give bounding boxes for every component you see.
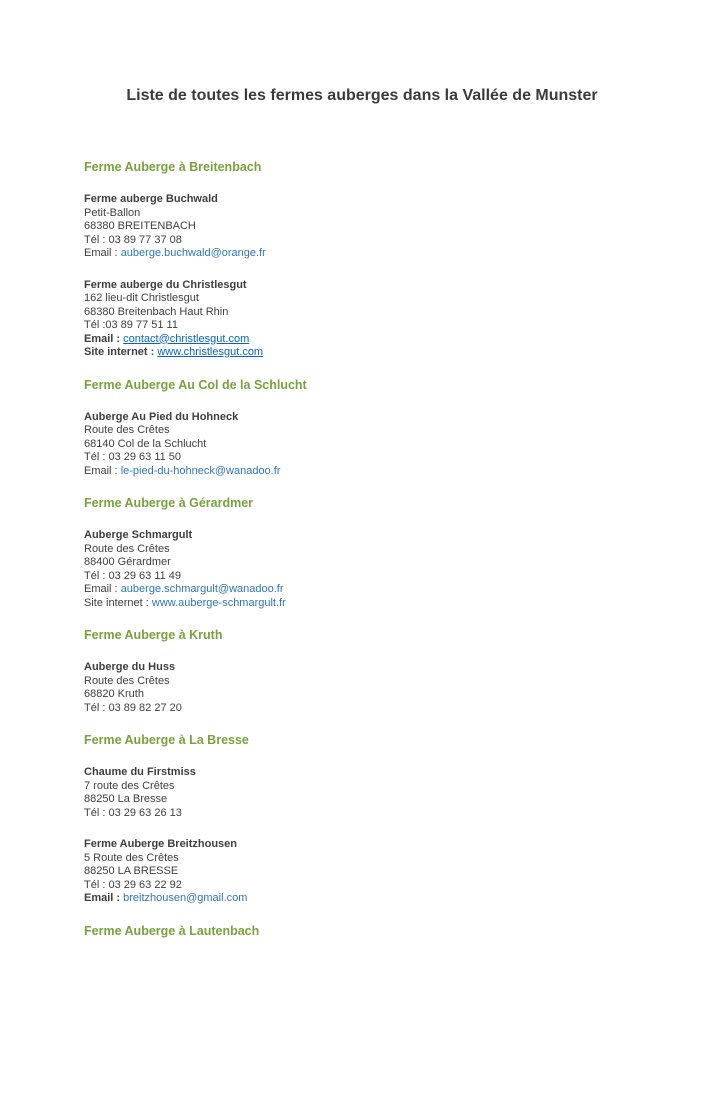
section-heading: Ferme Auberge Au Col de la Schlucht: [84, 377, 307, 392]
entry-line: 88400 Gérardmer: [84, 556, 171, 568]
entry-line: [84, 333, 640, 347]
entry-line: Tél : 03 89 82 27 20: [84, 701, 182, 714]
section-heading: Ferme Auberge à Lautenbach: [84, 923, 260, 938]
entry: [84, 193, 640, 261]
section: [84, 378, 640, 479]
entry-name: Ferme auberge du Christlesgut: [84, 278, 247, 291]
section-heading: Ferme Auberge à La Bresse: [84, 733, 249, 747]
entry-line: [84, 465, 640, 479]
entry-line: Petit-Ballon: [84, 206, 141, 219]
entry: [84, 766, 640, 820]
contact-label: Site internet :: [84, 596, 152, 609]
entry-line: Tél :03 89 77 51 11: [84, 319, 178, 331]
entry: [84, 411, 640, 479]
contact-label: Email :: [84, 464, 121, 477]
entry-line: 68140 Col de la Schlucht: [84, 437, 207, 450]
entry-line: Route des Crêtes: [84, 674, 170, 687]
entry: [84, 529, 640, 610]
email-link[interactable]: breitzhousen@gmail.com: [123, 892, 248, 904]
section: [84, 628, 640, 715]
section: [84, 496, 640, 610]
entry-line: [84, 247, 640, 261]
entry-line: Tél : 03 89 77 37 08: [84, 233, 182, 246]
entry-line: 7 route des Crêtes: [84, 779, 175, 792]
contact-label: Email :: [84, 583, 121, 595]
entry: [84, 838, 640, 906]
contact-label: Email :: [84, 332, 124, 345]
website-link[interactable]: www.christlesgut.com: [157, 346, 264, 358]
contact-label: Email :: [84, 892, 124, 904]
website-link[interactable]: www.auberge-schmargult.fr: [151, 596, 286, 609]
section-heading: Ferme Auberge à Breitenbach: [84, 160, 262, 174]
email-link[interactable]: auberge.schmargult@wanadoo.fr: [120, 583, 284, 595]
entry-name: Auberge Schmargult: [84, 529, 193, 541]
entry-line: Tél : 03 29 63 26 13: [84, 806, 182, 819]
entry-line: Tél : 03 29 63 11 49: [84, 569, 182, 582]
entry-line: [84, 597, 640, 611]
entry-line: 68380 BREITENBACH: [84, 220, 196, 232]
section: [84, 924, 640, 939]
email-link[interactable]: auberge.buchwald@orange.fr: [120, 247, 266, 259]
document-page: [0, 86, 724, 1110]
section: [84, 160, 640, 360]
entry-name: Chaume du Firstmiss: [84, 766, 196, 778]
sections-container: [84, 160, 640, 939]
section-heading: Ferme Auberge à Gérardmer: [84, 496, 254, 510]
email-link[interactable]: le-pied-du-hohneck@wanadoo.fr: [120, 464, 281, 477]
entry-line: [84, 583, 640, 597]
email-link[interactable]: contact@christlesgut.com: [123, 332, 250, 345]
entry-name: Ferme Auberge Breitzhousen: [84, 838, 238, 850]
entry-name: Auberge Au Pied du Hohneck: [84, 410, 239, 423]
entry: [84, 279, 640, 360]
entry-line: 88250 La Bresse: [84, 793, 168, 805]
entry-line: [84, 892, 640, 906]
contact-label: Site internet :: [84, 346, 158, 358]
entry-line: Tél : 03 29 63 11 50: [84, 451, 182, 463]
entry-line: Tél : 03 29 63 22 92: [84, 878, 182, 891]
section-heading: Ferme Auberge à Kruth: [84, 628, 223, 642]
entry-name: Auberge du Huss: [84, 661, 176, 673]
entry-line: 162 lieu-dit Christlesgut: [84, 292, 199, 304]
entry-line: 88250 LA BRESSE: [84, 865, 179, 877]
entry-line: 5 Route des Crêtes: [84, 851, 179, 864]
entry-name: Ferme auberge Buchwald: [84, 193, 218, 205]
entry-line: 68380 Breitenbach Haut Rhin: [84, 305, 229, 318]
entry-line: 68820 Kruth: [84, 688, 144, 700]
contact-label: Email :: [84, 247, 121, 259]
section: [84, 733, 640, 906]
entry-line: Route des Crêtes: [84, 424, 170, 436]
entry-line: [84, 346, 640, 360]
entry: [84, 661, 640, 715]
entry-line: Route des Crêtes: [84, 542, 170, 555]
page-title: Liste de toutes les fermes auberges dans la Vallée de Munster: [126, 87, 598, 104]
